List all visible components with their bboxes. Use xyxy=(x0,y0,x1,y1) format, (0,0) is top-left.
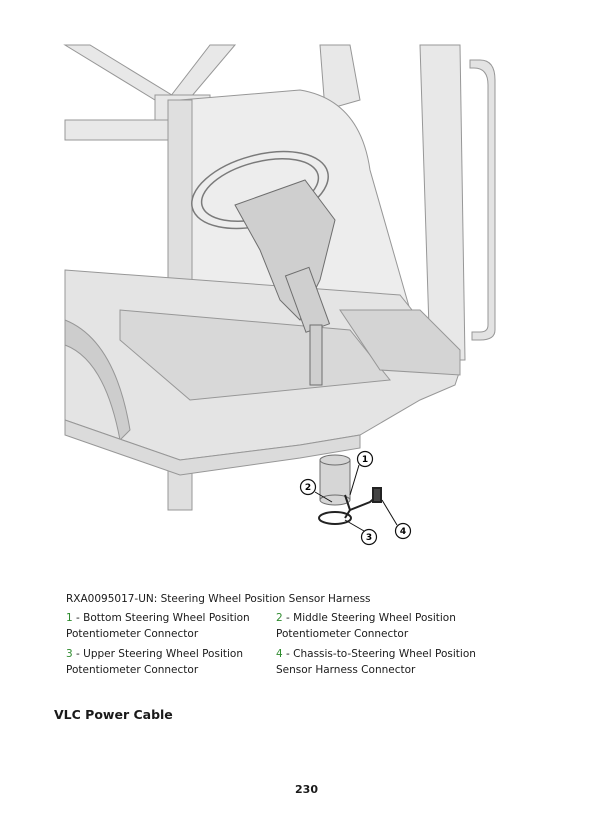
callout-text: Chassis-to-Steering Wheel Position Sensor Harness Connector xyxy=(276,648,476,676)
callout-separator: - xyxy=(72,648,84,660)
callout-text: Upper Steering Wheel Position Potentiometer Connector xyxy=(66,648,243,676)
callout-legend xyxy=(66,610,526,678)
callout-separator: - xyxy=(282,648,294,660)
callout-separator: - xyxy=(72,612,84,624)
callout-item-2 xyxy=(276,610,496,642)
callout-separator: - xyxy=(282,612,294,624)
section-heading: VLC Power Cable xyxy=(54,707,173,722)
cab-line-drawing xyxy=(60,40,500,550)
callout-number: 3 xyxy=(66,648,73,660)
figure-id: RXA0095017-UN: Steering Wheel Position Sensor Harness xyxy=(66,593,371,605)
callout-marker-3: 3 xyxy=(365,533,373,543)
callout-item-4 xyxy=(276,646,496,678)
callout-marker-1: 1 xyxy=(361,455,369,465)
callout-number: 1 xyxy=(66,612,73,624)
callout-marker-2: 2 xyxy=(304,483,312,493)
callout-number: 4 xyxy=(276,648,283,660)
callout-item-1 xyxy=(66,610,276,642)
page-number: 230 xyxy=(295,783,318,796)
callout-marker-4: 4 xyxy=(399,527,407,537)
callout-text: Middle Steering Wheel Position Potentiometer Connector xyxy=(276,612,456,640)
callout-item-3 xyxy=(66,646,276,678)
harness-illustration xyxy=(60,40,500,550)
callout-number: 2 xyxy=(276,612,283,624)
callout-text: Bottom Steering Wheel Position Potentiometer Connector xyxy=(66,612,250,640)
figure-caption xyxy=(66,591,526,678)
